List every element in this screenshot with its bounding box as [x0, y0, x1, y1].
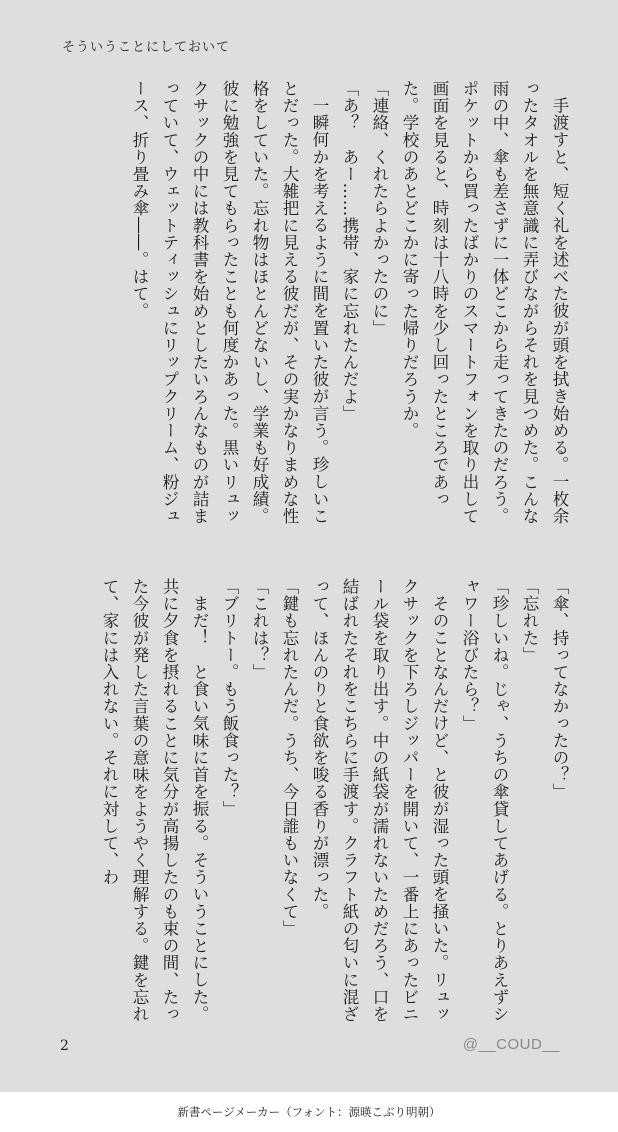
dialogue-line: 「傘、持ってなかったの？」	[550, 578, 569, 801]
dialogue-line: 「あ？ あー……携帯、家に忘れたんだよ」	[340, 80, 359, 422]
dialogue-line: 「ブリトー。もう飯食った？」	[220, 578, 239, 818]
paragraph: 手渡すと、短く礼を述べた彼が頭を拭き始める。一枚余ったタオルを無意識に弄びながらそれを見つめた。こんな雨の中、傘も差さずに一体どこから走ってきたのだろう。ポケットから買ったばかりのスマートフォンを取り出して画面を見ると、時刻は十八時を少し回ったところであった。学校のあとどこかに寄った帰りだろうか。	[400, 80, 569, 525]
paragraph: 一瞬何かを考えるように間を置いた彼が言う。珍しいことだった。大雑把に見える彼だが、その実かなりまめな性格をしていた。忘れ物はほとんどないし、学業も好成績。彼に勉強を見てもらったことも何度かあった。黒いリュックサックの中には教科書を始めとしたいろんなものが詰まっていて、ウェットティッシュにリップクリーム、粉ジュース、折り畳み傘――。はて。	[130, 80, 329, 525]
running-header: そういうことにしておいて	[62, 40, 231, 55]
dialogue-line: 「これは？」	[250, 578, 269, 681]
dialogue-line: 「連絡、くれたらよかったのに」	[370, 80, 389, 337]
generator-credit: 新書ページメーカー（フォント：源暎こぶり明朝）	[0, 1092, 618, 1132]
dialogue-line: 「忘れた」	[520, 578, 539, 664]
paragraph: そのことなんだけど、と彼が湿った頭を掻いた。リュックサックを下ろしジッパーを開いて、一番上にあったビニール袋を取り出す。中の紙袋が濡れないためだろう、口を結ばれたそれをこちらに手渡す。クラフト紙の匂いに混ざって、ほんのりと食欲を唆る香りが漂った。	[310, 578, 449, 1023]
lower-text-block	[54, 578, 574, 1033]
dialogue-line: 「鍵も忘れたんだ。うち、今日誰もいなくて」	[280, 578, 299, 938]
page-number: 2	[60, 1038, 69, 1054]
upper-text-block	[54, 80, 574, 535]
paragraph: まだ！ と食い気味に首を振る。そういうことにした。共に夕食を摂れることに気分が高揚したのも束の間、たった今彼が発した言葉の意味をようやく理解する。鍵を忘れて、家には入れない。それに対して、わ	[100, 578, 209, 1023]
author-handle: @__COUD__	[462, 1036, 560, 1053]
dialogue-line: 「珍しいね。じゃ、うちの傘貸してあげる。とりあえずシャワー浴びたら？」	[460, 578, 509, 1023]
